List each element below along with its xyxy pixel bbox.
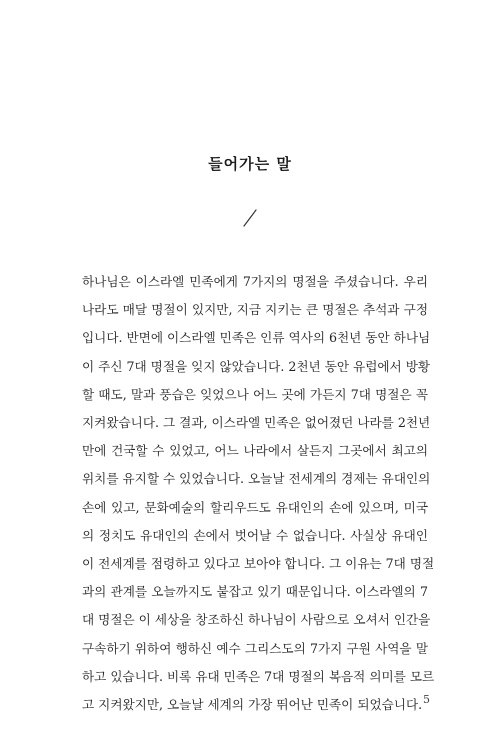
- body-line: 손에 있고, 문화예술의 할리우드도 유대인의 손에 있으며, 미국: [82, 499, 428, 515]
- body-line: 입니다. 반면에 이스라엘 민족은 인류 역사의 6천년 동안 하나님: [82, 330, 431, 346]
- body-line: 나라도 매달 명절이 있지만, 지금 지키는 큰 명절은 추석과 구정: [82, 302, 428, 318]
- body-line: 지켜왔습니다. 그 결과, 이스라엘 민족은 없어졌던 나라를 2천년: [82, 415, 431, 431]
- chapter-title: 들어가는 말: [208, 155, 292, 173]
- body-paragraph: [82, 268, 435, 719]
- body-line: 과의 관계를 오늘까지도 붙잡고 있기 때문입니다. 이스라엘의 7: [82, 584, 428, 600]
- body-line: 이 전세계를 점령하고 있다고 보아야 합니다. 그 이유는 7대 명절: [82, 556, 435, 572]
- body-line: 고 지켜왔지만, 오늘날 세계의 가장 뛰어난 민족이 되었습니다.: [82, 697, 423, 713]
- slash-ornament: [241, 208, 259, 228]
- body-line: 구속하기 위하여 행하신 예수 그리스도의 7가지 구원 사역을 말: [82, 640, 428, 656]
- page-number: 5: [423, 693, 430, 706]
- body-line: 하나님은 이스라엘 민족에게 7가지의 명절을 주셨습니다. 우리: [82, 274, 428, 289]
- body-line: 위치를 유지할 수 있었습니다. 오늘날 전세계의 경제는 유대인의: [82, 471, 431, 487]
- body-line: 할 때도, 말과 풍습은 잊었으나 어느 곳에 가든지 7대 명절은 꼭: [82, 386, 428, 402]
- body-line: 만에 건국할 수 있었고, 어느 나라에서 살든지 그곳에서 최고의: [82, 443, 428, 459]
- body-line: 이 주신 7대 명절을 잊지 않았습니다. 2천년 동안 유럽에서 방황: [82, 358, 431, 374]
- body-line: 하고 있습니다. 비록 유대 민족은 7대 명절의 복음적 의미를 모르: [82, 668, 435, 684]
- body-line: 의 정치도 유대인의 손에서 벗어날 수 없습니다. 사실상 유대인: [82, 527, 428, 543]
- body-line: 대 명절은 이 세상을 창조하신 하나님이 사람으로 오셔서 인간을: [82, 612, 431, 628]
